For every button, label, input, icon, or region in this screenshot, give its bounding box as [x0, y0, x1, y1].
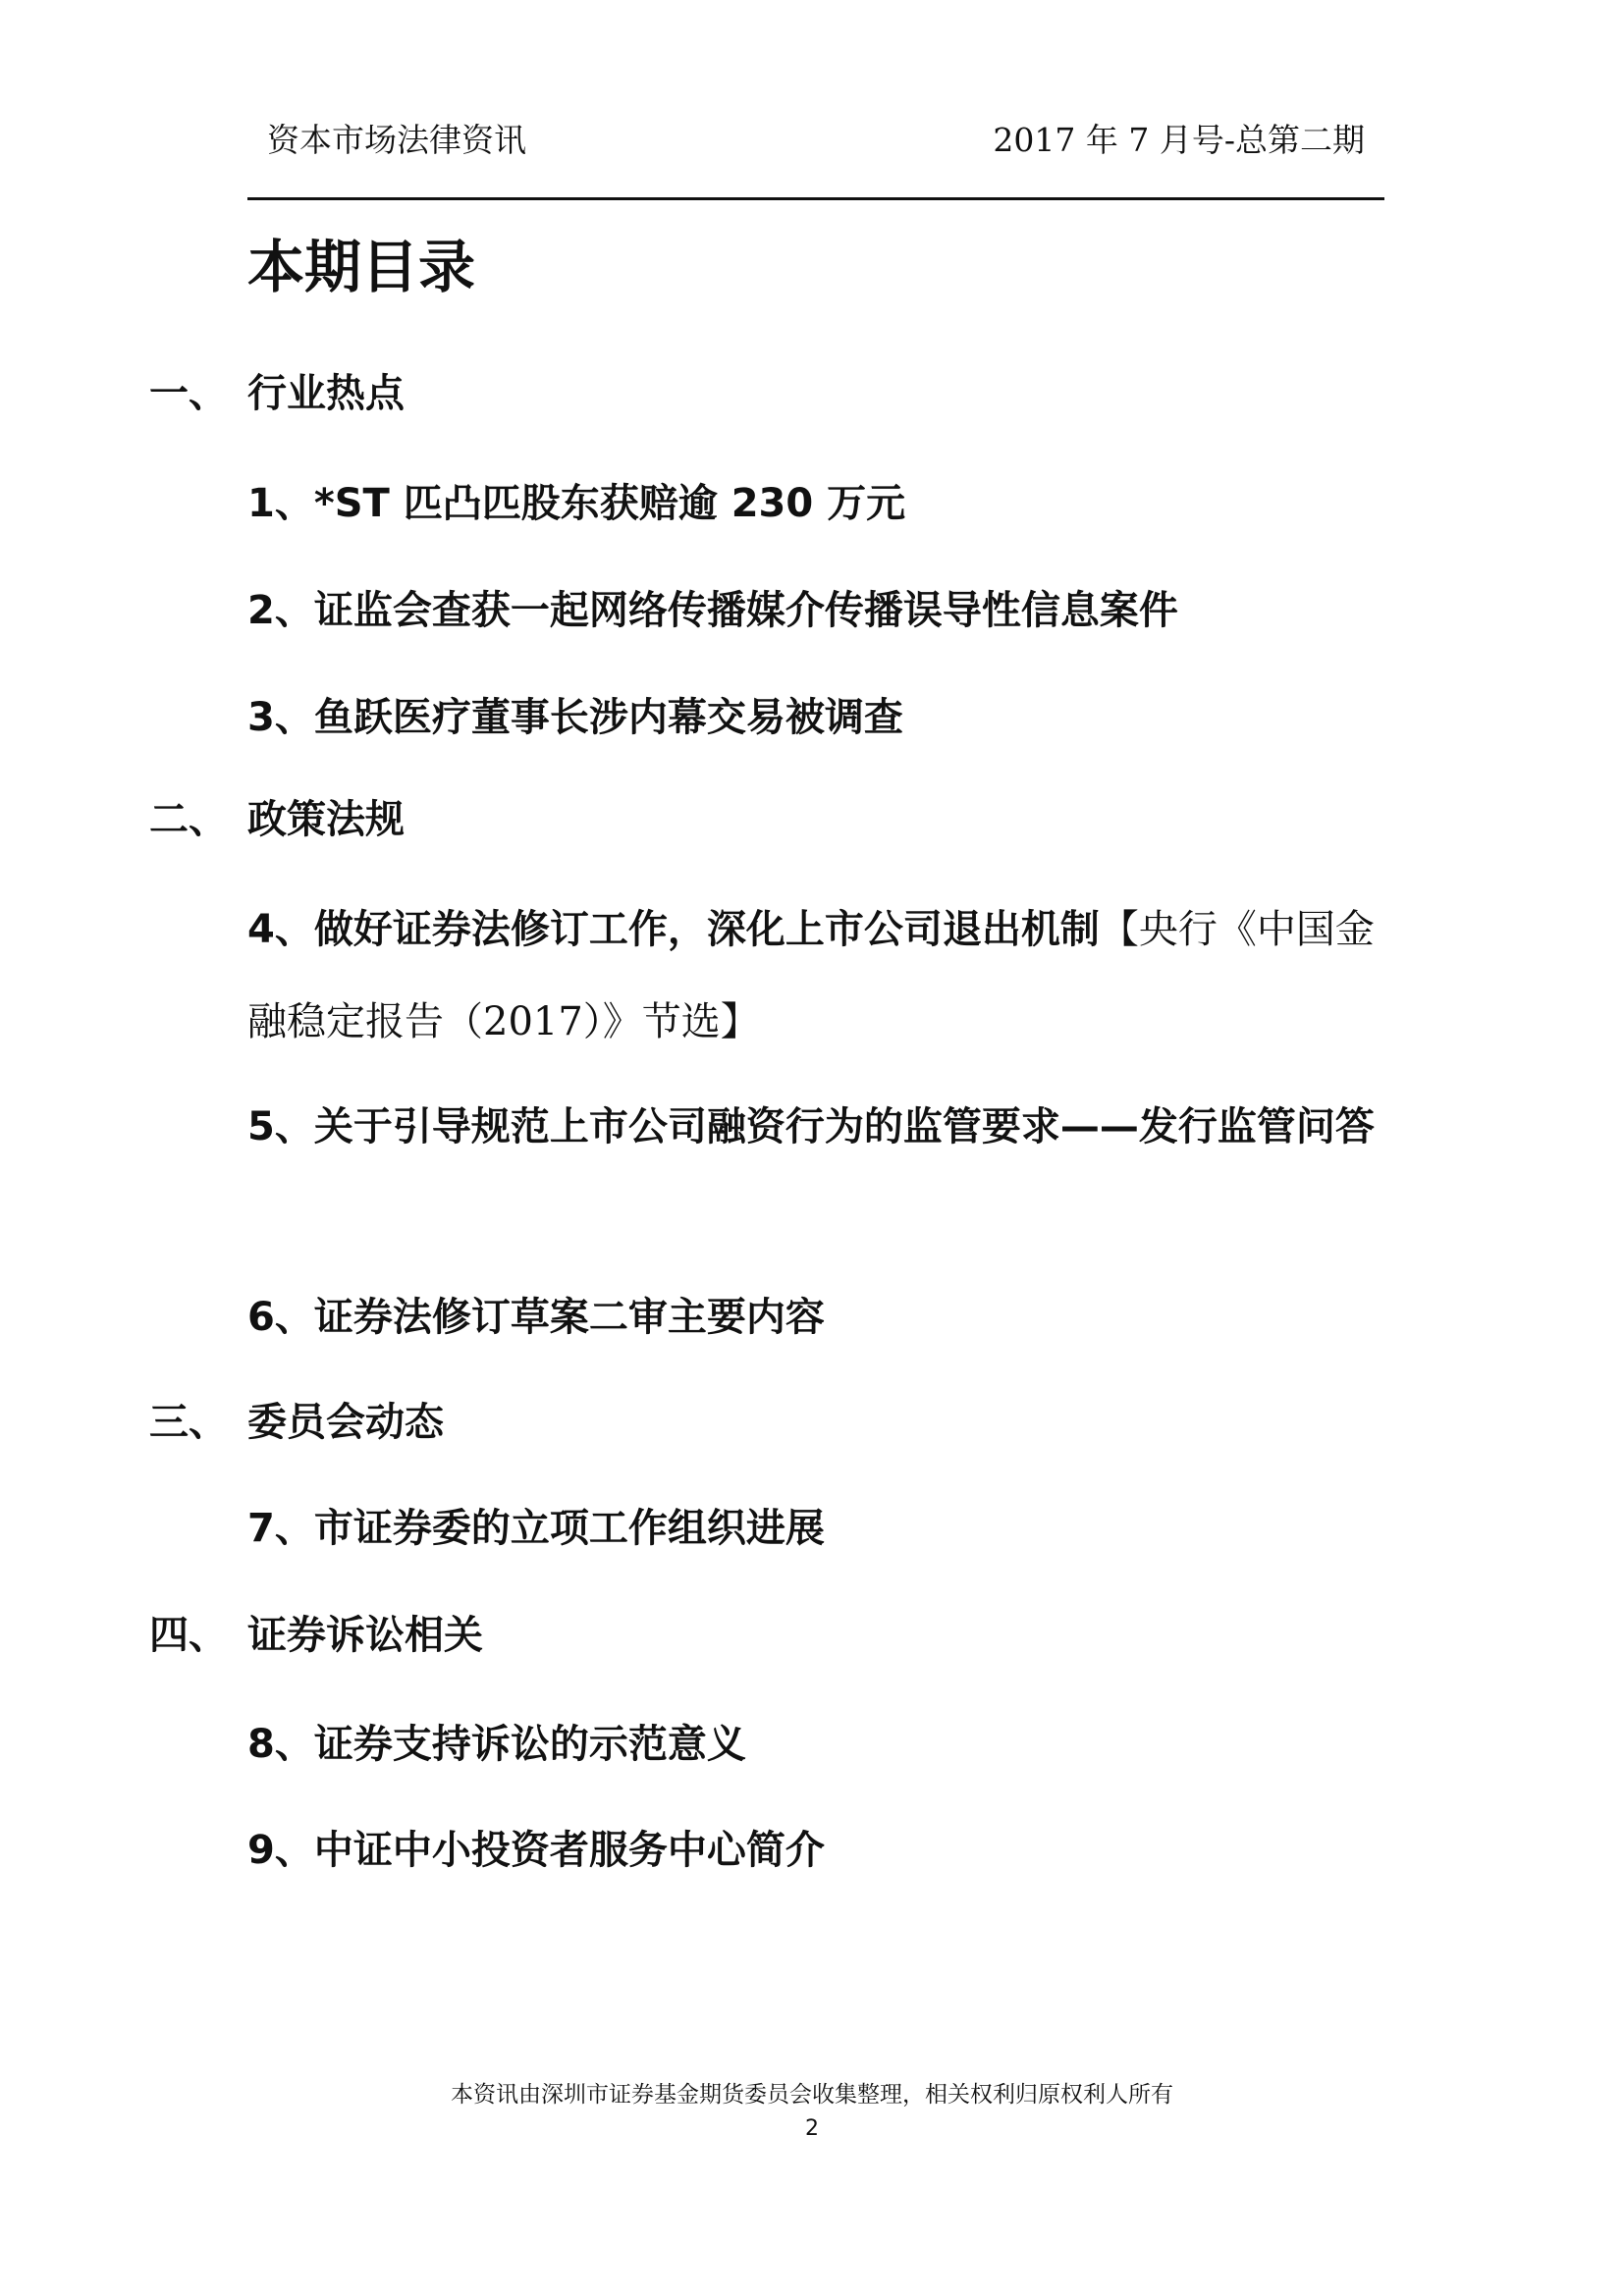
section-title: 行业热点	[247, 371, 405, 416]
footer-disclaimer: 本资讯由深圳市证券基金期货委员会收集整理，相关权利归原权利人所有	[451, 2082, 1173, 2108]
toc-section	[149, 790, 405, 849]
issue-info: 2017 年 7 月号-总第二期	[993, 121, 1365, 159]
toc-item-text: 5、关于引导规范上市公司融资行为的监管要求——发行监管问答	[247, 1104, 1375, 1149]
section-number: 二、	[149, 797, 228, 842]
section-title: 证券诉讼相关	[247, 1613, 483, 1658]
toc-item[interactable]	[247, 883, 1388, 1068]
section-number: 四、	[149, 1613, 228, 1658]
toc-item-text: 9、中证中小投资者服务中心简介	[247, 1828, 825, 1873]
toc-section	[149, 1606, 483, 1665]
toc-item[interactable]	[247, 457, 1388, 550]
toc-section	[149, 364, 405, 423]
toc-item[interactable]	[247, 564, 1388, 657]
toc-item-text: 2、证监会查获一起网络传播媒介传播误导性信息案件	[247, 588, 1178, 633]
page-header	[247, 116, 1384, 165]
toc-item-text: 4、做好证券法修订工作，深化上市公司退出机制	[247, 907, 1100, 952]
publication-name: 资本市场法律资讯	[267, 121, 526, 159]
header-divider	[247, 197, 1384, 200]
section-title: 政策法规	[247, 797, 405, 842]
toc-item-text: 8、证券支持诉讼的示范意义	[247, 1722, 746, 1767]
section-number: 一、	[149, 371, 228, 416]
page-number: 2	[805, 2116, 819, 2141]
page-title: 本期目录	[247, 234, 476, 300]
toc-item-text: 1、*ST 匹凸匹股东获赔逾 230 万元	[247, 481, 906, 526]
toc-item[interactable]	[247, 1804, 1388, 1896]
toc-item-text: 6、证券法修订草案二审主要内容	[247, 1295, 825, 1340]
toc-section	[149, 1393, 444, 1452]
section-number: 三、	[149, 1400, 228, 1445]
toc-item[interactable]	[247, 1482, 1388, 1575]
toc-item[interactable]	[247, 1081, 1388, 1173]
toc-item-text: 7、市证券委的立项工作组织进展	[247, 1506, 825, 1551]
toc-item-source: 【央行《中国金融稳定报告（2017）》节选】	[247, 907, 1375, 1044]
toc-item[interactable]	[247, 671, 1388, 764]
toc-item[interactable]	[247, 1271, 1388, 1363]
toc-item-text: 3、鱼跃医疗董事长涉内幕交易被调查	[247, 695, 903, 740]
section-title: 委员会动态	[247, 1400, 444, 1445]
toc-item[interactable]	[247, 1698, 1388, 1790]
